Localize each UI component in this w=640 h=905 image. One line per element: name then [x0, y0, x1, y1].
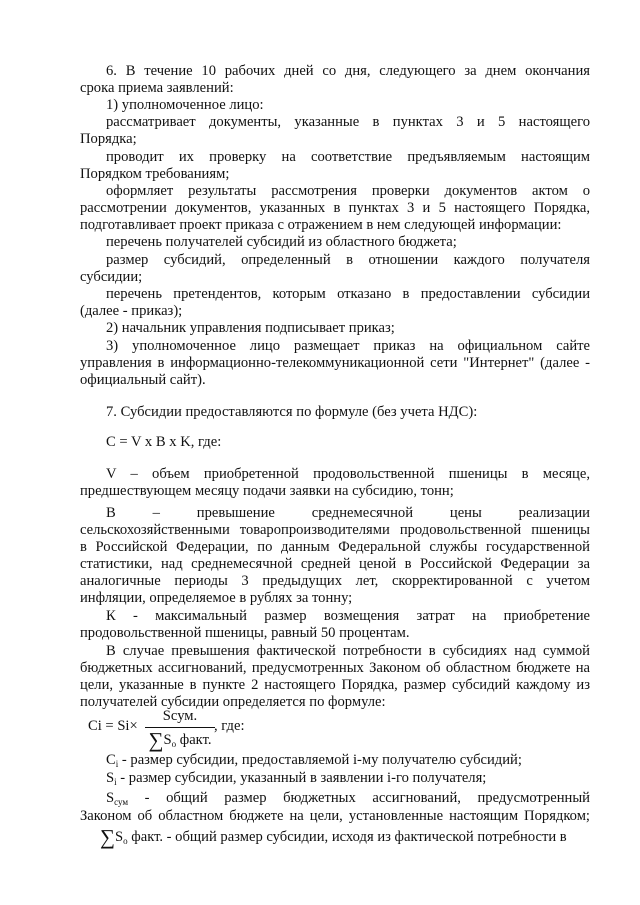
item-check-line-1: проводит их проверку на соответствие предъявляемым настоящим — [106, 149, 590, 165]
item-recipients: перечень получателей субсидий из областного бюджета; — [106, 234, 457, 250]
def-sum-fact: $\sum S_o$ факт. - общий размер субсидии, исходя из фактической потребности в — [100, 825, 567, 849]
formula-where: , где: — [214, 718, 245, 734]
para-7: 7. Субсидии предоставляются по формуле (без учета НДС): — [106, 404, 478, 420]
def-ci: $C_i$ - размер субсидии, предоставляемой i-му получателю субсидий; — [106, 752, 522, 769]
formula-numerator: Sсум. — [162, 708, 198, 724]
sum-symbol: ∑ — [148, 728, 164, 752]
def-v-line-2: предшествующем месяцу подачи заявки на субсидию, тонн; — [80, 483, 454, 499]
def-ssum-line-1: $S_{сум}$ - общий размер бюджетных ассигнований, предусмотренный — [106, 790, 590, 807]
formula-main: C = V x B x K, где: — [106, 434, 222, 450]
item-3-line-2: управления в информационно-телекоммуникационной сети "Интернет" (далее - — [80, 355, 590, 371]
formula-ci-left: Ci = Si× — [88, 718, 138, 734]
item-amount-line-1: размер субсидий, определенный в отношении каждого получателя — [106, 252, 590, 268]
def-b-line-5: аналогичные периоды 3 предыдущих лет, скорректированной с учетом — [80, 573, 590, 589]
item-3-line-3: официальный сайт). — [80, 372, 206, 388]
item-check-line-2: Порядком требованиям; — [80, 166, 230, 182]
item-amount-line-2: субсидии; — [80, 269, 143, 285]
item-refused-line-1: перечень претендентов, которым отказано в предоставлении субсидии — [106, 286, 590, 302]
def-b-line-1: B – превышение среднемесячной цены реализации — [106, 505, 590, 521]
excess-line-2: бюджетных ассигнований, предусмотренных Законом об областном бюджете на — [80, 660, 590, 676]
def-si: $S_i$ - размер субсидии, указанный в заявлении i-го получателя; — [106, 770, 487, 787]
item-review-line-1: рассматривает документы, указанные в пунктах 3 и 5 настоящего — [106, 114, 590, 130]
def-b-line-2: сельскохозяйственными товаропроизводителями продовольственной пшеницы — [80, 522, 590, 538]
def-b-line-6: инфляции, определяемое в рублях за тонну; — [80, 590, 353, 606]
para-6-line-2: срока приема заявлений: — [80, 80, 234, 96]
def-b-line-3: в Российской Федерации, по данным Федеральной службы государственной — [80, 539, 590, 555]
def-b-line-4: статистики, над среднемесячной средней ценой в Российской Федерации за — [80, 556, 590, 572]
item-2: 2) начальник управления подписывает приказ; — [106, 320, 395, 336]
excess-line-3: цели, указанные в пункте 2 настоящего Порядка, размер субсидий каждому из — [80, 677, 590, 693]
item-refused-line-2: (далее - приказ); — [80, 303, 183, 319]
formula-denominator: $\sum S_o$ факт. — [148, 728, 212, 752]
sum-symbol-2: ∑ — [100, 825, 115, 849]
excess-line-4: получателей субсидии определяется по формуле: — [80, 694, 386, 710]
item-1: 1) уполномоченное лицо: — [106, 97, 264, 113]
excess-line-1: В случае превышения фактической потребности в субсидиях над суммой — [106, 643, 590, 659]
def-k-line-1: К - максимальный размер возмещения затрат на приобретение — [106, 608, 590, 624]
item-results-line-2: рассмотрении документов, указанных в пунктах 3 и 5 настоящего Порядка, — [80, 200, 590, 216]
item-results-line-1: оформляет результаты рассмотрения проверки документов актом о — [106, 183, 590, 199]
para-6-line-1: 6. В течение 10 рабочих дней со дня, следующего за днем окончания — [106, 63, 590, 79]
item-3-line-1: 3) уполномоченное лицо размещает приказ на официальном сайте — [106, 338, 590, 354]
item-results-line-3: подготавливает проект приказа с отражением в нем следующей информации: — [80, 217, 562, 233]
def-k-line-2: продовольственной пшеницы, равный 50 процентам. — [80, 625, 410, 641]
def-ssum-line-2: Законом об областном бюджете на цели, установленные настоящим Порядком; — [80, 808, 590, 824]
def-v-line-1: V – объем приобретенной продовольственной пшеницы в месяце, — [106, 466, 590, 482]
item-review-line-2: Порядка; — [80, 131, 137, 147]
